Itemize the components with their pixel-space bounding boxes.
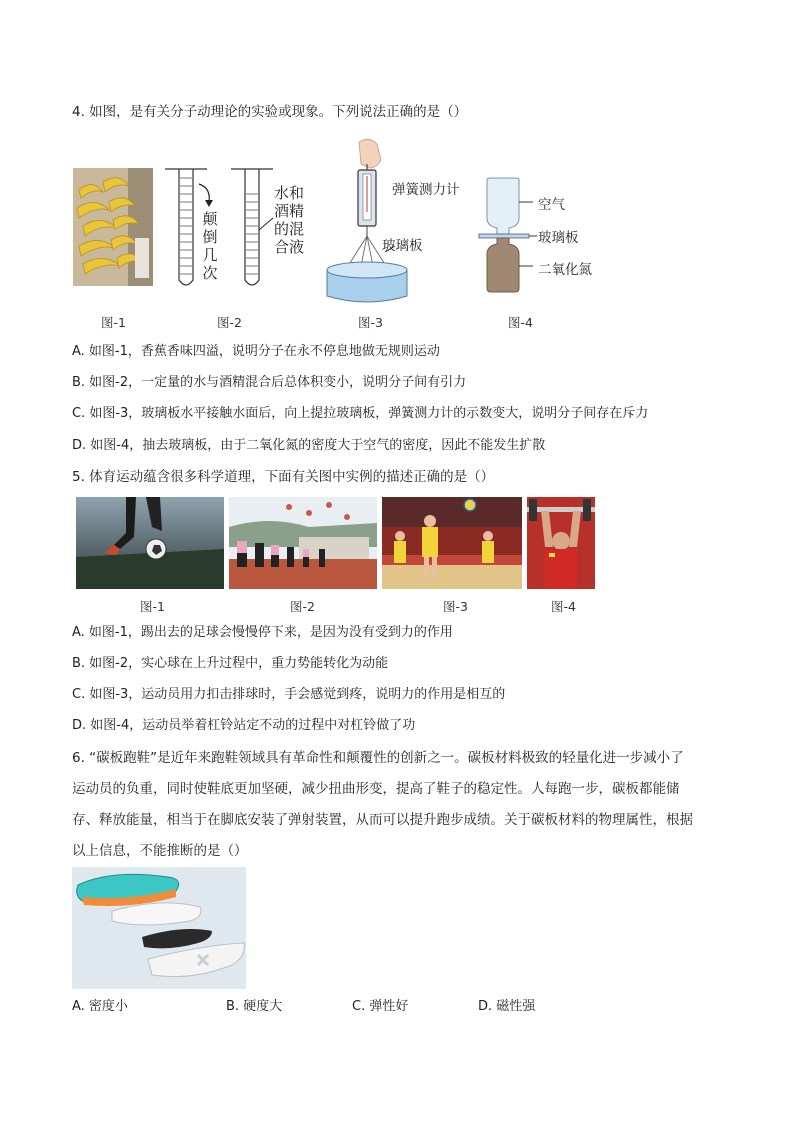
- q6-stem-line-2: 运动员的负重，同时使鞋底更加坚硬，减少扭曲形变，提高了鞋子的稳定性。人每跑一步，碳板都能储: [72, 781, 680, 797]
- q6-option-a: A. 密度小: [72, 999, 128, 1014]
- q4-fig3-label-meter: 弹簧测力计: [392, 182, 460, 198]
- q6-option-d: D. 磁性强: [478, 999, 536, 1014]
- q5-fig3-volleyball-photo: [382, 497, 522, 589]
- q4-fig4-label-plate: 玻璃板: [538, 230, 579, 246]
- q6-option-c: C. 弹性好: [352, 999, 409, 1014]
- q4-option-c: C. 如图-3，玻璃板水平接触水面后，向上提拉玻璃板，弹簧测力计的示数变大，说明分子间存在斥力: [72, 406, 649, 421]
- q4-fig4-label-no2: 二氧化氮: [538, 262, 592, 278]
- q6-stem-line-3: 存、释放能量，相当于在脚底安装了弹射装置，从而可以提升跑步成绩。关于碳板材料的物理属性，根据: [72, 812, 693, 828]
- q4-option-a: A. 如图-1，香蕉香味四溢，说明分子在永不停息地做无规则运动: [72, 344, 440, 359]
- q4-option-b: B. 如图-2，一定量的水与酒精混合后总体积变小，说明分子间有引力: [72, 375, 467, 390]
- q4-fig1-banana-photo: [73, 168, 153, 286]
- q5-fig1-football-photo: [76, 497, 224, 589]
- q5-stem: 5. 体育运动蕴含很多科学道理，下面有关图中实例的描述正确的是（）: [72, 469, 495, 485]
- q4-caption-4: 图-4: [508, 315, 533, 330]
- q4-caption-2: 图-2: [217, 315, 242, 330]
- q6-option-b: B. 硬度大: [226, 999, 283, 1014]
- q5-caption-3: 图-3: [443, 599, 468, 614]
- q4-caption-1: 图-1: [101, 315, 126, 330]
- q4-caption-3: 图-3: [358, 315, 383, 330]
- q4-stem: 4. 如图，是有关分子动理论的实验或现象。下列说法正确的是（）: [72, 104, 468, 120]
- q4-fig2-label-right: 水和酒精的混合液: [273, 184, 304, 256]
- q6-stem-line-4: 以上信息，不能推断的是（）: [72, 843, 248, 859]
- q4-fig4-label-air: 空气: [538, 197, 565, 213]
- q4-fig3-label-plate: 玻璃板: [382, 238, 423, 254]
- q4-fig2-label-left: 颠倒几次: [202, 210, 218, 282]
- q5-fig2-shotput-photo: [229, 497, 377, 589]
- q5-option-a: A. 如图-1，踢出去的足球会慢慢停下来，是因为没有受到力的作用: [72, 625, 453, 640]
- q6-stem-line-1: 6. “碳板跑鞋”是近年来跑鞋领域具有革命性和颠覆性的创新之一。碳板材料极致的轻量化进一步减小了: [72, 750, 684, 766]
- q4-fig3-spring-scale: [325, 138, 425, 306]
- q5-option-d: D. 如图-4，运动员举着杠铃站定不动的过程中对杠铃做了功: [72, 718, 416, 733]
- q5-option-b: B. 如图-2，实心球在上升过程中，重力势能转化为动能: [72, 656, 389, 671]
- q4-fig4-gas-bottles: [475, 176, 545, 296]
- q5-fig4-weightlifting-photo: [527, 497, 595, 589]
- q6-carbon-shoe-photo: [72, 867, 246, 989]
- q5-caption-4: 图-4: [551, 599, 576, 614]
- q5-option-c: C. 如图-3，运动员用力扣击排球时，手会感觉到疼，说明力的作用是相互的: [72, 687, 506, 702]
- q5-caption-2: 图-2: [290, 599, 315, 614]
- q4-option-d: D. 如图-4，抽去玻璃板，由于二氧化氮的密度大于空气的密度，因此不能发生扩散: [72, 438, 546, 453]
- q5-caption-1: 图-1: [140, 599, 165, 614]
